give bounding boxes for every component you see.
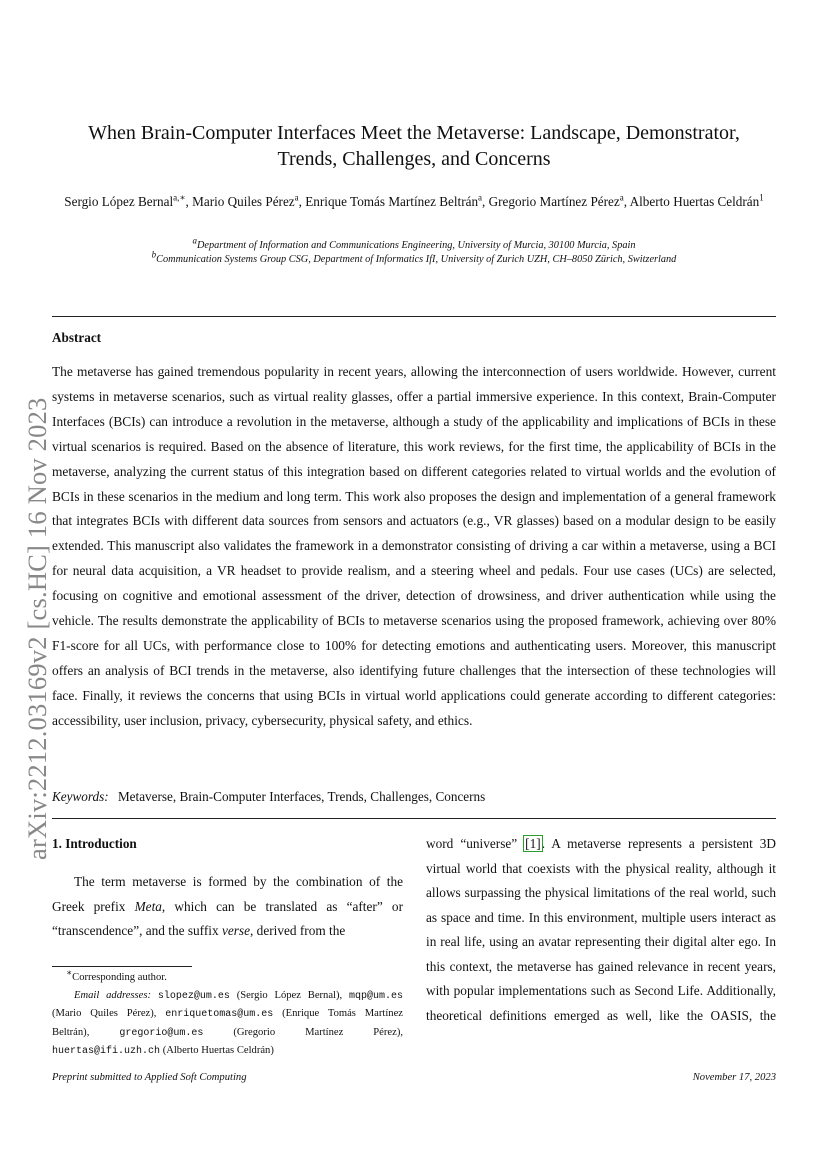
citation-link[interactable]: [1]	[525, 836, 541, 851]
arxiv-side-stamp	[20, 360, 54, 860]
author: Sergio López Bernal$^{a,∗}$,	[64, 192, 193, 209]
email-addresses: Email addresses: slopez@um.es (Sergio López Bernal), mqp@um.es (Mario Quiles Pérez), enriquetomas@um.es (Enrique Tomás Martínez Beltrán), gregorio@um.es (Gregorio Martínez Pérez), huertas@ifi.uzh.ch (Alberto Huertas Celdrán)	[52, 989, 404, 1058]
abstract-heading: Abstract	[52, 330, 102, 345]
intro-paragraph-right: word “universe” [1]. A metaverse represents a persistent 3D virtual world that coexists with the physical reality, although it allows surpassing the physical limitations of the real world, such as space and time. In this environment, multiple users interact as in real life, using an avatar representing their digital alter ego. In this context, the metaverse has gained relevance in recent years, with popular implementations such as Second Life. Additionally, theoretical definitions emerged as well, like the OASIS, the	[426, 836, 776, 1023]
footer-journal: Preprint submitted to Applied Soft Computing	[52, 1072, 247, 1083]
keywords-text: Metaverse, Brain-Computer Interfaces, Trends, Challenges, Concerns	[117, 789, 486, 804]
abstract-bottom-rule	[52, 818, 776, 819]
footnote	[52, 969, 403, 1061]
intro-paragraph-left: The term metaverse is formed by the combination of the Greek prefix Meta, which can be translated as “after” or “transcendence”, and the suffix verse, derived from the	[52, 874, 403, 938]
affiliation: $^a$Department of Information and Communications Engineering, University of Murcia, 30100 Murcia, Spain	[192, 235, 636, 251]
arxiv-identifier: arXiv:2212.03169v2 [cs.HC] 16 Nov 2023	[22, 397, 52, 860]
author: Gregorio Martínez Pérez$^a$,	[488, 192, 630, 209]
email-link[interactable]: mqp@um.es	[349, 990, 404, 1002]
footnote-rule	[52, 966, 192, 967]
corresponding-author-note: ∗Corresponding author.	[66, 967, 167, 983]
footer-date: November 17, 2023	[692, 1072, 776, 1083]
section-heading-introduction: 1. Introduction	[52, 836, 137, 851]
paper-title	[40, 120, 788, 172]
abstract-text: The metaverse has gained tremendous popularity in recent years, allowing the interconnection of users worldwide. However, current systems in metaverse scenarios, such as virtual reality glasses, offer a partial immersive experience. In this context, Brain-Computer Interfaces (BCIs) can introduce a revolution in the metaverse, although a study of the applicability and implications of BCIs in these virtual scenarios is required. Based on the absence of literature, this work reviews, for the first time, the applicability of BCIs in the metaverse, analyzing the current status of this integration based on different categories related to virtual worlds and the evolution of BCIs in these scenarios in the medium and long term. This work also proposes the design and implementation of a general framework that integrates BCIs with different data sources from sensors and actuators (e.g., VR glasses) based on a modular design to be easily extended. This manuscript also validates the framework in a demonstrator consisting of driving a car within a metaverse, using a BCI for neural data acquisition, a VR headset to provide realism, and a steering wheel and pedals. Four use cases (UCs) are selected, focusing on cognitive and emotional assessment of the driver, detection of drowsiness, and driver authentication while using the vehicle. The results demonstrate the applicability of BCIs to metaverse scenarios using the proposed framework, achieving over 80% F1-score for all UCs, with performance close to 100% for detecting emotions and authenticating users. Moreover, this manuscript offers an analysis of BCI trends in the metaverse, also identifying future challenges that the intersection of these technologies will face. Finally, it reviews the concerns that using BCIs in virtual world applications could generate according to different categories: accessibility, user inclusion, privacy, cybersecurity, physical safety, and ethics.	[52, 364, 776, 728]
author: Enrique Tomás Martínez Beltrán$^a$,	[305, 192, 489, 209]
keywords-label: Keywords:	[52, 789, 109, 804]
email-link[interactable]: huertas@ifi.uzh.ch	[52, 1046, 161, 1058]
affiliations	[40, 235, 788, 267]
author-list	[50, 193, 778, 211]
email-link[interactable]: slopez@um.es	[157, 990, 230, 1002]
email-link[interactable]: gregorio@um.es	[119, 1027, 204, 1039]
author: Alberto Huertas Celdrán$^1$	[629, 192, 764, 209]
email-link[interactable]: enriquetomas@um.es	[165, 1009, 274, 1021]
affiliation: $^b$Communication Systems Group CSG, Department of Informatics IfI, University of Zurich UZH, CH–8050 Zürich, Switzerland	[151, 249, 677, 265]
title-line-1: When Brain-Computer Interfaces Meet the Metaverse: Landscape, Demonstrator,	[88, 122, 740, 144]
keywords	[52, 787, 776, 807]
author: Mario Quiles Pérez$^a$,	[192, 192, 306, 209]
title-line-2: Trends, Challenges, and Concerns	[277, 148, 551, 170]
top-rule	[52, 316, 776, 317]
